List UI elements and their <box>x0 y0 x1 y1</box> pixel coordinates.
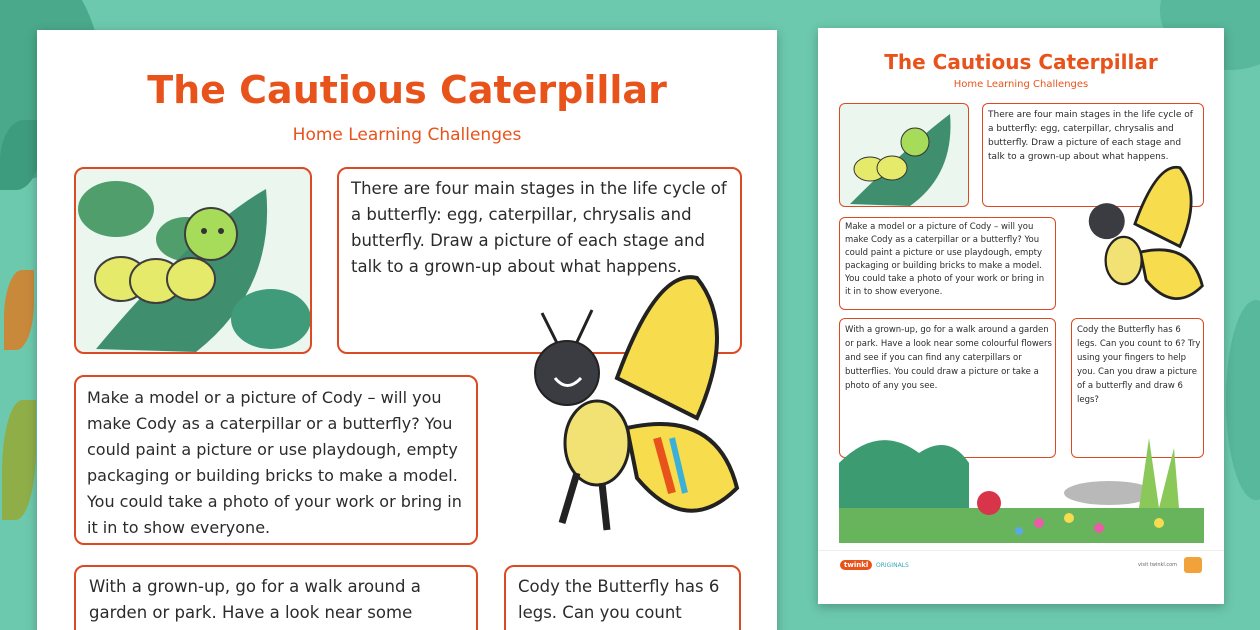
twinkl-badge-icon <box>1184 557 1202 573</box>
preview-footer <box>818 550 1224 580</box>
bg-leaf <box>4 270 34 350</box>
challenge-walk <box>74 565 478 630</box>
preview-legs-text: Cody the Butterfly has 6 legs. Can you count to 6? Try using your fingers to help you. Can you draw a picture of a butterfly and draw 6 legs? <box>1077 325 1201 405</box>
preview-life-cycle-text: There are four main stages in the life cycle of a butterfly: egg, caterpillar, chrysalis and butterfly. Draw a picture of each stage and talk to a grown-up about what happens. <box>988 110 1193 162</box>
garden-icon <box>839 423 1204 543</box>
challenge-legs-text: Cody the Butterfly has 6 legs. Can you count <box>518 577 720 622</box>
preview-subtitle: Home Learning Challenges <box>953 79 1089 90</box>
footer-url: visit twinkl.com <box>1138 562 1178 568</box>
caterpillar-picture <box>74 167 312 354</box>
challenge-legs <box>504 565 741 630</box>
challenge-model <box>74 375 478 545</box>
preview-model <box>839 217 1056 310</box>
bg-leaf <box>2 400 36 520</box>
challenge-model-text: Make a model or a picture of Cody – will you make Cody as a caterpillar or a butterfly? You could paint a picture or use playdough, empty packaging or building bricks to make a model. You could take a photo of your work or bring in it in to show everyone. <box>87 388 462 537</box>
bg-blob <box>1226 300 1260 500</box>
butterfly-icon <box>507 268 747 538</box>
footer-originals: ORIGINALS <box>876 562 909 569</box>
caterpillar-icon <box>76 169 310 352</box>
challenge-walk-text: With a grown-up, go for a walk around a garden or park. Have a look near some <box>89 577 421 622</box>
preview-walk-text: With a grown-up, go for a walk around a garden or park. Have a look near some colourful flowers and see if you can find any caterpillars or butterflies. You could draw a picture or take a photo of any you see. <box>845 325 1052 391</box>
preview-model-text: Make a model or a picture of Cody – will you make Cody as a caterpillar or a butterfly? You could paint a picture or use playdough, empty packaging or building bricks to make a model. You could take a photo of your work or bring in it in to show everyone. <box>845 222 1045 297</box>
butterfly-icon <box>1073 158 1208 318</box>
page-title: The Cautious Caterpillar <box>147 68 667 112</box>
twinkl-logo: twinkl <box>840 560 872 570</box>
worksheet-preview <box>818 28 1224 604</box>
challenge-life-cycle-text: There are four main stages in the life cycle of a butterfly: egg, caterpillar, chrysalis and butterfly. Draw a picture of each stage and talk to a grown-up about what happens. <box>351 179 727 276</box>
page-subtitle: Home Learning Challenges <box>292 125 522 145</box>
preview-title: The Cautious Caterpillar <box>884 50 1158 74</box>
worksheet-large <box>37 30 777 630</box>
preview-caterpillar-picture <box>839 103 969 207</box>
caterpillar-icon <box>840 104 968 206</box>
